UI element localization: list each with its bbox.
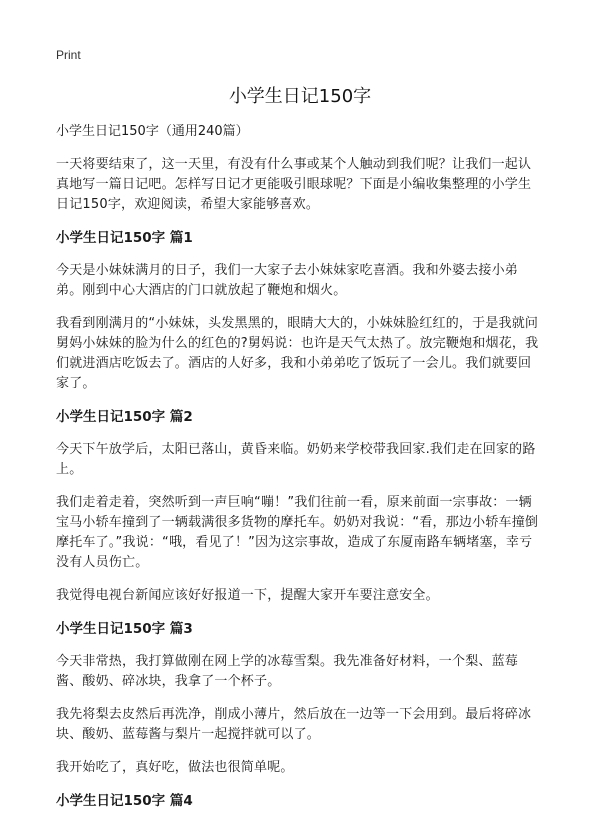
- page-title: 小学生日记150字: [228, 86, 372, 107]
- section-3: [56, 619, 544, 778]
- section-4: [56, 791, 544, 811]
- section-paragraph: 今天非常热，我打算做刚在网上学的冰莓雪梨。我先准备好材料，一个梨、蓝莓酱、酸奶、碎冰块，我拿了一个杯子。: [56, 654, 519, 689]
- document-subtitle: 小学生日记150字（通用240篇）: [56, 124, 249, 139]
- section-paragraph: 我先将梨去皮然后再洗净，削成小薄片，然后放在一边等一下会用到。最后将碎冰块、酸奶、蓝莓酱与梨片一起搅拌就可以了。: [56, 707, 532, 742]
- section-heading: 小学生日记150字 篇4: [56, 793, 193, 809]
- section-heading: 小学生日记150字 篇2: [56, 409, 193, 425]
- intro-paragraph: 一天将要结束了，这一天里，有没有什么事或某个人触动到我们呢？让我们一起认真地写一篇日记吧。怎样写日记才更能吸引眼球呢？下面是小编收集整理的小学生日记150字，欢迎阅读，希望大家能够喜欢。: [56, 157, 532, 212]
- section-heading: 小学生日记150字 篇1: [56, 230, 193, 246]
- section-2: [56, 407, 544, 606]
- section-1: [56, 228, 544, 394]
- section-paragraph: 我看到刚满月的“小妹妹，头发黑黑的，眼睛大大的，小妹妹脸红红的，于是我就问舅妈小妹妹的脸为什么的红色的?舅妈说：也许是天气太热了。放完鞭炮和烟花，我们就进酒店吃饭去了。酒店的人好多，我和小弟弟吃了饭玩了一会儿。我们就要回家了。: [56, 316, 539, 391]
- print-label[interactable]: Print: [56, 48, 81, 62]
- section-heading: 小学生日记150字 篇3: [56, 621, 193, 637]
- section-paragraph: 我觉得电视台新闻应该好好报道一下，提醒大家开车要注意安全。: [56, 588, 439, 603]
- section-paragraph: 我开始吃了，真好吃，做法也很简单呢。: [56, 760, 294, 775]
- section-paragraph: 今天是小妹妹满月的日子，我们一大家子去小妹妹家吃喜酒。我和外婆去接小弟弟。刚到中心大酒店的门口就放起了鞭炮和烟火。: [56, 263, 519, 298]
- document-body: [56, 122, 544, 824]
- section-paragraph: 我们走着走着，突然听到一声巨响“嘣！”我们往前一看，原来前面一宗事故：一辆宝马小轿车撞到了一辆载满很多货物的摩托车。奶奶对我说：“看，那边小轿车撞倒摩托车了。”我说：“哦，看见了！”因为这宗事故，造成了东厦南路车辆堵塞，幸亏没有人员伤亡。: [56, 495, 539, 570]
- section-paragraph: 今天下午放学后，太阳已落山，黄昏来临。奶奶来学校带我回家.我们走在回家的路上。: [56, 442, 536, 477]
